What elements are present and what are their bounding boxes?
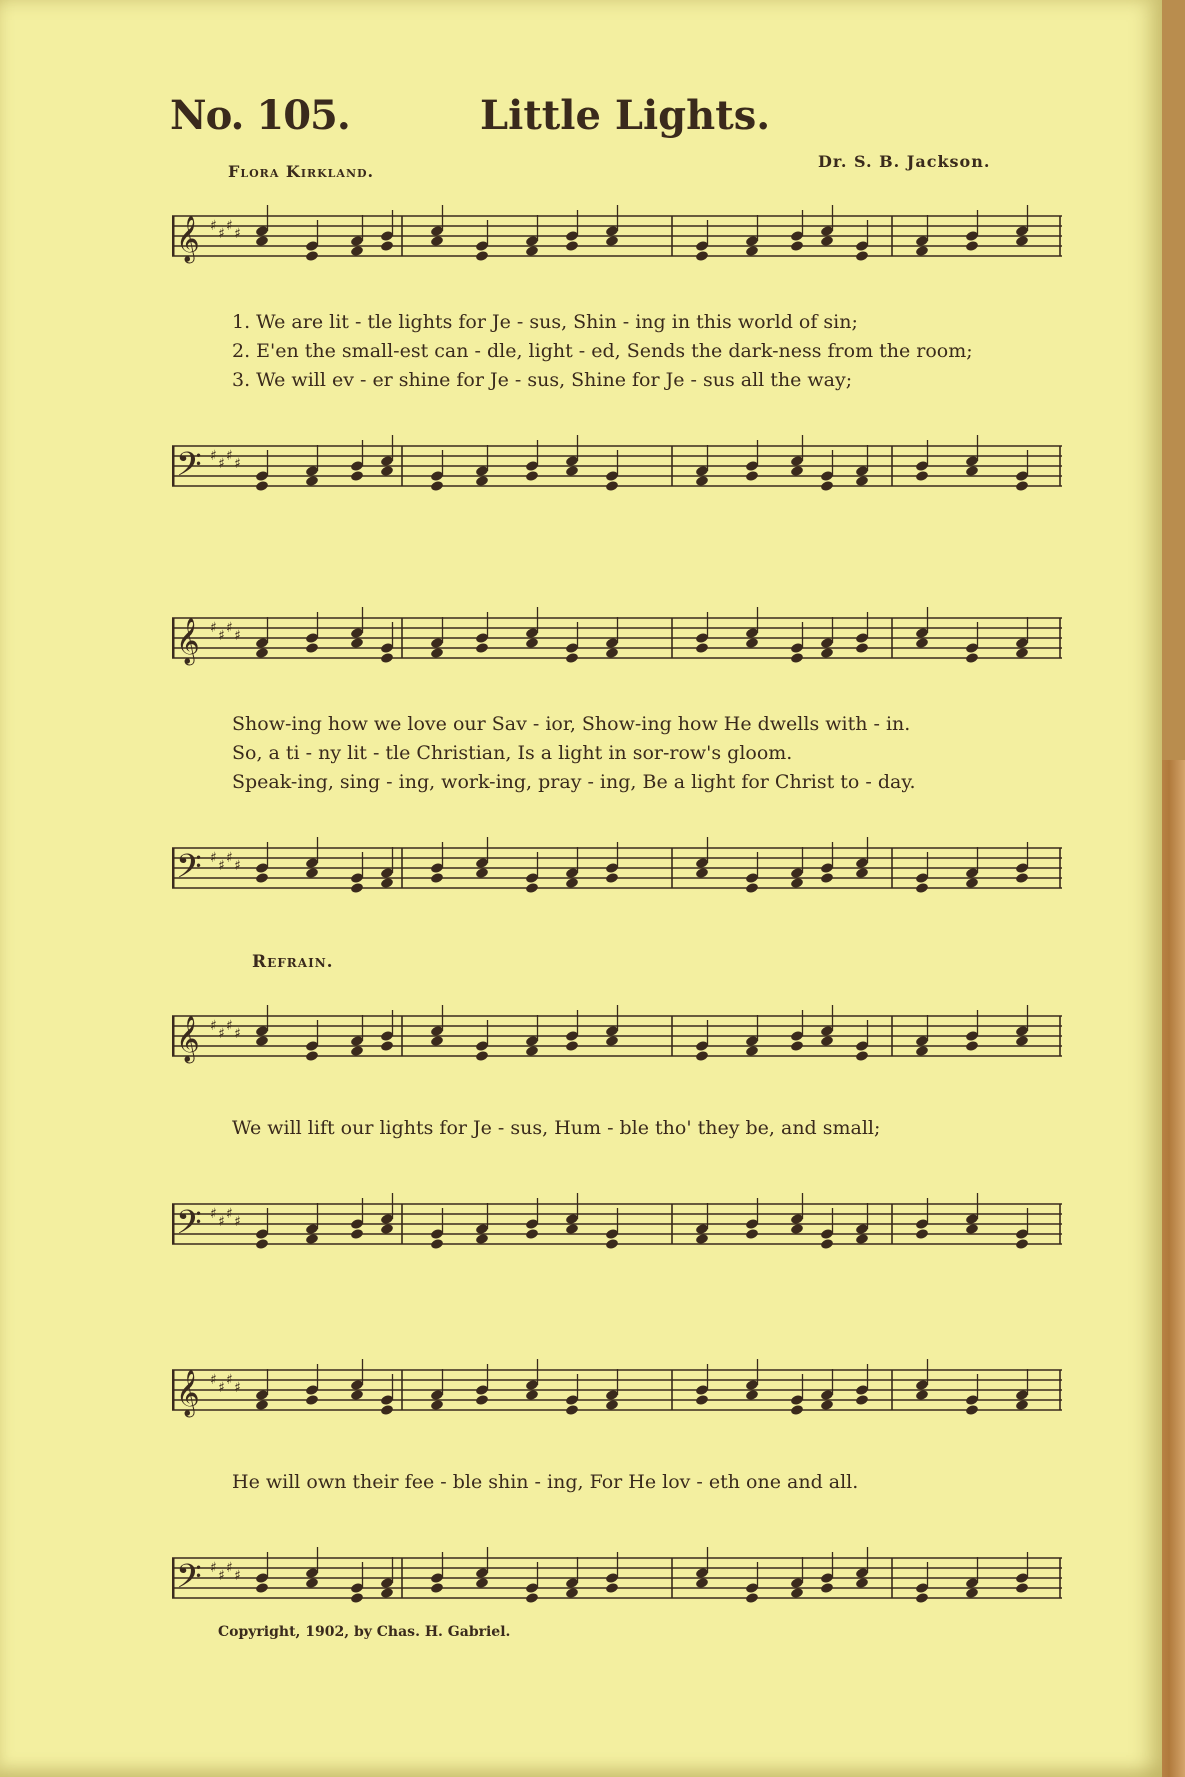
refrain-label: Refrain. bbox=[252, 952, 334, 972]
staff-lines bbox=[172, 434, 1062, 510]
svg-text:♯: ♯ bbox=[218, 1568, 225, 1584]
svg-text:𝄢: 𝄢 bbox=[176, 848, 202, 894]
hymn-number: No. 105. bbox=[170, 92, 350, 139]
svg-text:♯: ♯ bbox=[234, 226, 241, 242]
lyric-line: 1. We are lit - tle lights for Je - sus, Shin - ing in this world of sin; bbox=[232, 311, 858, 333]
svg-text:♯: ♯ bbox=[234, 1380, 241, 1396]
svg-text:♯: ♯ bbox=[226, 1372, 233, 1388]
svg-text:♯: ♯ bbox=[226, 448, 233, 464]
svg-text:𝄢: 𝄢 bbox=[176, 446, 202, 492]
music-system-3 bbox=[172, 996, 1062, 1266]
svg-text:𝄞: 𝄞 bbox=[176, 1016, 200, 1062]
svg-text:♯: ♯ bbox=[234, 1214, 241, 1230]
staff-lines bbox=[172, 1358, 1062, 1434]
svg-text:♯: ♯ bbox=[218, 456, 225, 472]
svg-text:♯: ♯ bbox=[210, 1560, 217, 1576]
treble-staff bbox=[172, 204, 1062, 262]
lyricist-credit: Flora Kirkland. bbox=[228, 162, 375, 181]
verse-lyrics bbox=[232, 308, 1052, 395]
svg-text:♯: ♯ bbox=[210, 620, 217, 636]
bass-staff bbox=[172, 836, 1062, 894]
svg-text:♯: ♯ bbox=[234, 628, 241, 644]
music-system-2 bbox=[172, 598, 1062, 908]
svg-text:𝄞: 𝄞 bbox=[176, 216, 200, 262]
lyric-line: Speak-ing, sing - ing, work-ing, pray - ing, Be a light for Christ to - day. bbox=[232, 771, 916, 793]
svg-text:𝄢: 𝄢 bbox=[176, 1204, 202, 1250]
lyric-line: 3. We will ev - er shine for Je - sus, Shine for Je - sus all the way; bbox=[232, 369, 853, 391]
copyright-notice: Copyright, 1902, by Chas. H. Gabriel. bbox=[218, 1624, 511, 1640]
svg-text:𝄢: 𝄢 bbox=[176, 1558, 202, 1604]
lyric-line: We will lift our lights for Je - sus, Hum - ble tho' they be, and small; bbox=[232, 1117, 881, 1139]
svg-text:♯: ♯ bbox=[226, 1018, 233, 1034]
staff-lines bbox=[172, 1546, 1062, 1622]
composer-credit: Dr. S. B. Jackson. bbox=[818, 152, 991, 171]
lyric-line: Show-ing how we love our Sav - ior, Show-ing how He dwells with - in. bbox=[232, 713, 911, 735]
svg-text:♯: ♯ bbox=[234, 858, 241, 874]
svg-text:♯: ♯ bbox=[210, 448, 217, 464]
svg-text:♯: ♯ bbox=[218, 1026, 225, 1042]
svg-text:♯: ♯ bbox=[210, 850, 217, 866]
svg-text:♯: ♯ bbox=[226, 218, 233, 234]
page-header bbox=[170, 92, 1062, 152]
svg-text:♯: ♯ bbox=[218, 628, 225, 644]
svg-text:♯: ♯ bbox=[226, 850, 233, 866]
bass-staff bbox=[172, 1192, 1062, 1250]
svg-text:𝄞: 𝄞 bbox=[176, 1370, 200, 1416]
staff-lines bbox=[172, 606, 1062, 682]
svg-text:♯: ♯ bbox=[226, 1206, 233, 1222]
staff-lines bbox=[172, 836, 1062, 912]
staff-lines bbox=[172, 1004, 1062, 1080]
svg-text:♯: ♯ bbox=[218, 1214, 225, 1230]
svg-text:♯: ♯ bbox=[210, 1206, 217, 1222]
staff-lines bbox=[172, 1192, 1062, 1268]
bass-staff bbox=[172, 434, 1062, 492]
treble-staff bbox=[172, 1004, 1062, 1062]
bass-staff bbox=[172, 1546, 1062, 1604]
lyric-line: So, a ti - ny lit - tle Christian, Is a light in sor-row's gloom. bbox=[232, 742, 793, 764]
staff-lines bbox=[172, 204, 1062, 280]
verse-lyrics bbox=[232, 710, 1052, 797]
svg-text:♯: ♯ bbox=[210, 1372, 217, 1388]
svg-text:♯: ♯ bbox=[210, 1018, 217, 1034]
svg-text:♯: ♯ bbox=[218, 226, 225, 242]
svg-text:♯: ♯ bbox=[226, 620, 233, 636]
lyric-line: He will own their fee - ble shin - ing, For He lov - eth one and all. bbox=[232, 1471, 859, 1493]
lyric-line: 2. E'en the small-est can - dle, light - ed, Sends the dark-ness from the room; bbox=[232, 340, 973, 362]
music-system-1 bbox=[172, 196, 1062, 506]
svg-text:♯: ♯ bbox=[234, 456, 241, 472]
svg-text:♯: ♯ bbox=[218, 858, 225, 874]
svg-text:♯: ♯ bbox=[226, 1560, 233, 1576]
treble-staff bbox=[172, 1358, 1062, 1416]
refrain-lyrics bbox=[232, 1114, 1052, 1143]
music-system-4 bbox=[172, 1350, 1062, 1620]
hymn-title: Little Lights. bbox=[480, 92, 771, 139]
svg-text:♯: ♯ bbox=[218, 1380, 225, 1396]
svg-text:♯: ♯ bbox=[210, 218, 217, 234]
svg-text:𝄞: 𝄞 bbox=[176, 618, 200, 664]
refrain-lyrics bbox=[232, 1468, 1052, 1497]
svg-text:♯: ♯ bbox=[234, 1568, 241, 1584]
svg-text:♯: ♯ bbox=[234, 1026, 241, 1042]
treble-staff bbox=[172, 606, 1062, 664]
